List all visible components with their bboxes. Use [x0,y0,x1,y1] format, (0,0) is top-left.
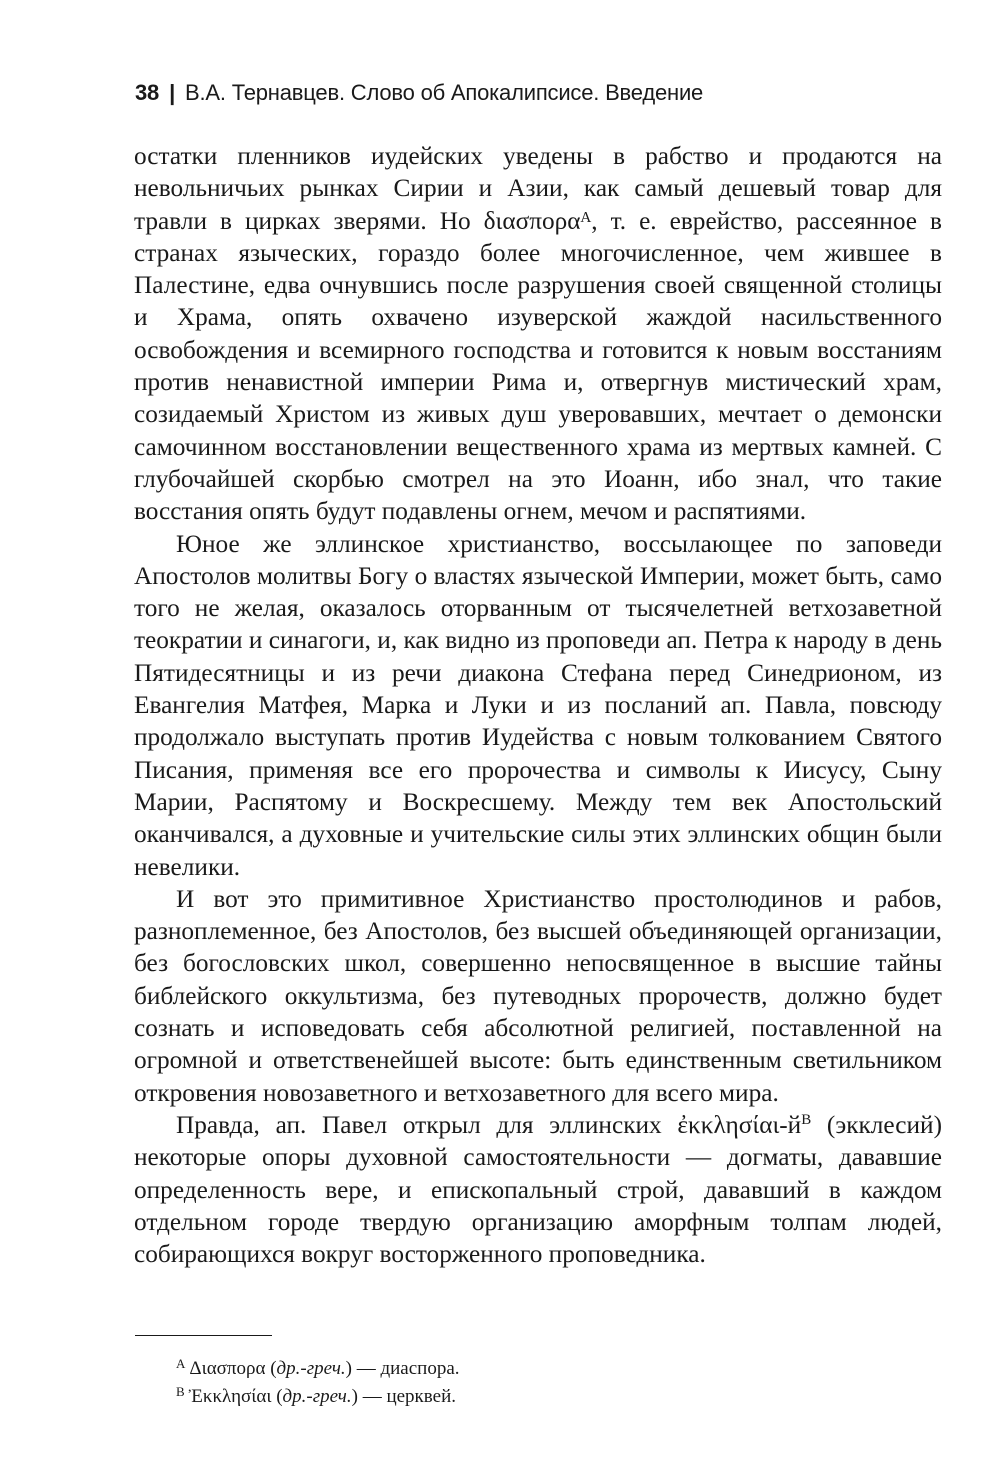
footnote-a-gloss: диаспора. [380,1358,460,1379]
footnote-b: $^В$ Ἐκκλησίαι (др.-греч.) — церквей. [176,1384,456,1407]
paragraph-2: Юное же эллинское христианство, воссылающее по заповеди Апостолов молитвы Богу о властях языческой Империи, может быть, само того не желая, оказалось оторванным от тысячелетней ветхозаветной теократии и синагоги, и, как видно из проповеди ап. Петра к народу в день Пятидесятницы и из речи диакона Стефана перед Синедрионом, из Евангелия Матфея, Марка и Луки и из посланий ап. Павла, повсюду продолжало выступать против Иудейства с новым толкованием Святого Писания, применяя все его пророчества и символы к Иисусу, Сыну Марии, Распятому и Воскресшему. Между тем век Апостольский оканчивался, а духовные и учительские силы этих эллинских общин были невелики. [134,529,942,881]
running-header [135,80,703,106]
footnote-a-mark: А [176,1356,186,1371]
paragraph-3: И вот это примитивное Христианство простолюдинов и рабов, разноплеменное, без Апостолов, без высшей объединяющей организации, без богословских школ, совершенно непосвященное в высшие тайны библейского оккультизма, без путеводных пророчеств, должно будет сознать и исповедовать себя абсолютной религией, поставленной на огромной и ответственейшей высоте: быть единственным светильником откровения новозаветного и ветхозаветного для всего мира. [134,884,942,1107]
body-text [134,140,942,1270]
running-title: В.А. Тернавцев. Слово об Апокалипсисе. Введение [185,80,704,105]
page-number: 38 [135,80,160,105]
paragraph-1 [134,140,942,528]
paragraph-4-text-a: Правда, ап. Павел открыл для эллинских ἐκκλησίαι-й [176,1110,802,1139]
header-separator: | [169,80,176,105]
footnote-a: $^А$ Διασπορα (др.-греч.) — диаспора. [176,1356,460,1379]
footnote-b-gloss: церквей. [386,1386,456,1407]
footnote-a-term: Διασπορα [189,1358,266,1379]
paragraph-1-text-a: остатки пленников иудейских уведены в рабство и продаются на невольничьих рынках Сирии и Азии, как самый дешевый товар для травли в цирках зверями. Но διασποραᴬ [134,142,942,235]
footnote-b-term: Ἐκκλησίαι [188,1386,272,1407]
footnote-b-mark: В [176,1384,185,1399]
paragraph-4-text-b: (экклесий) некоторые опоры духовной самостоятельности — догматы, дававшие определенность вере, и епископальный строй, дававший в каждом отдельном городе твердую организацию аморфным толпам людей, собирающихся вокруг восторженного проповедника. [134,1110,942,1269]
footnote-divider [135,1335,272,1336]
paragraph-4 [134,1109,942,1270]
footnote-a-lang: др.-греч. [276,1358,346,1379]
footnote-b-lang: др.-греч. [282,1386,352,1407]
paragraph-1-text-b: , т. е. еврейство, рассеянное в странах языческих, гораздо более многочисленное, чем жившее в Палестине, едва очнувшись после разрушения своей священной столицы и Храма, опять охвачено изуверской жаждой насильственного освобождения и всемирного господства и готовится к новым восстаниям против ненавистной империи Рима и, отвергнув мистический храм, созидаемый Христом из живых душ уверовавших, мечтает о демонски самочинном восстановлении вещественного храма из мертвых камней. С глубочайшей скорбью смотрел на это Иоанн, ибо знал, что такие восстания опять будут подавлены огнем, мечом и распятиями. [134,206,942,526]
footnote-ref-b[interactable]: В [801,1111,812,1128]
footnote-b-dash: — [362,1386,382,1407]
footnote-a-dash: — [356,1358,376,1379]
